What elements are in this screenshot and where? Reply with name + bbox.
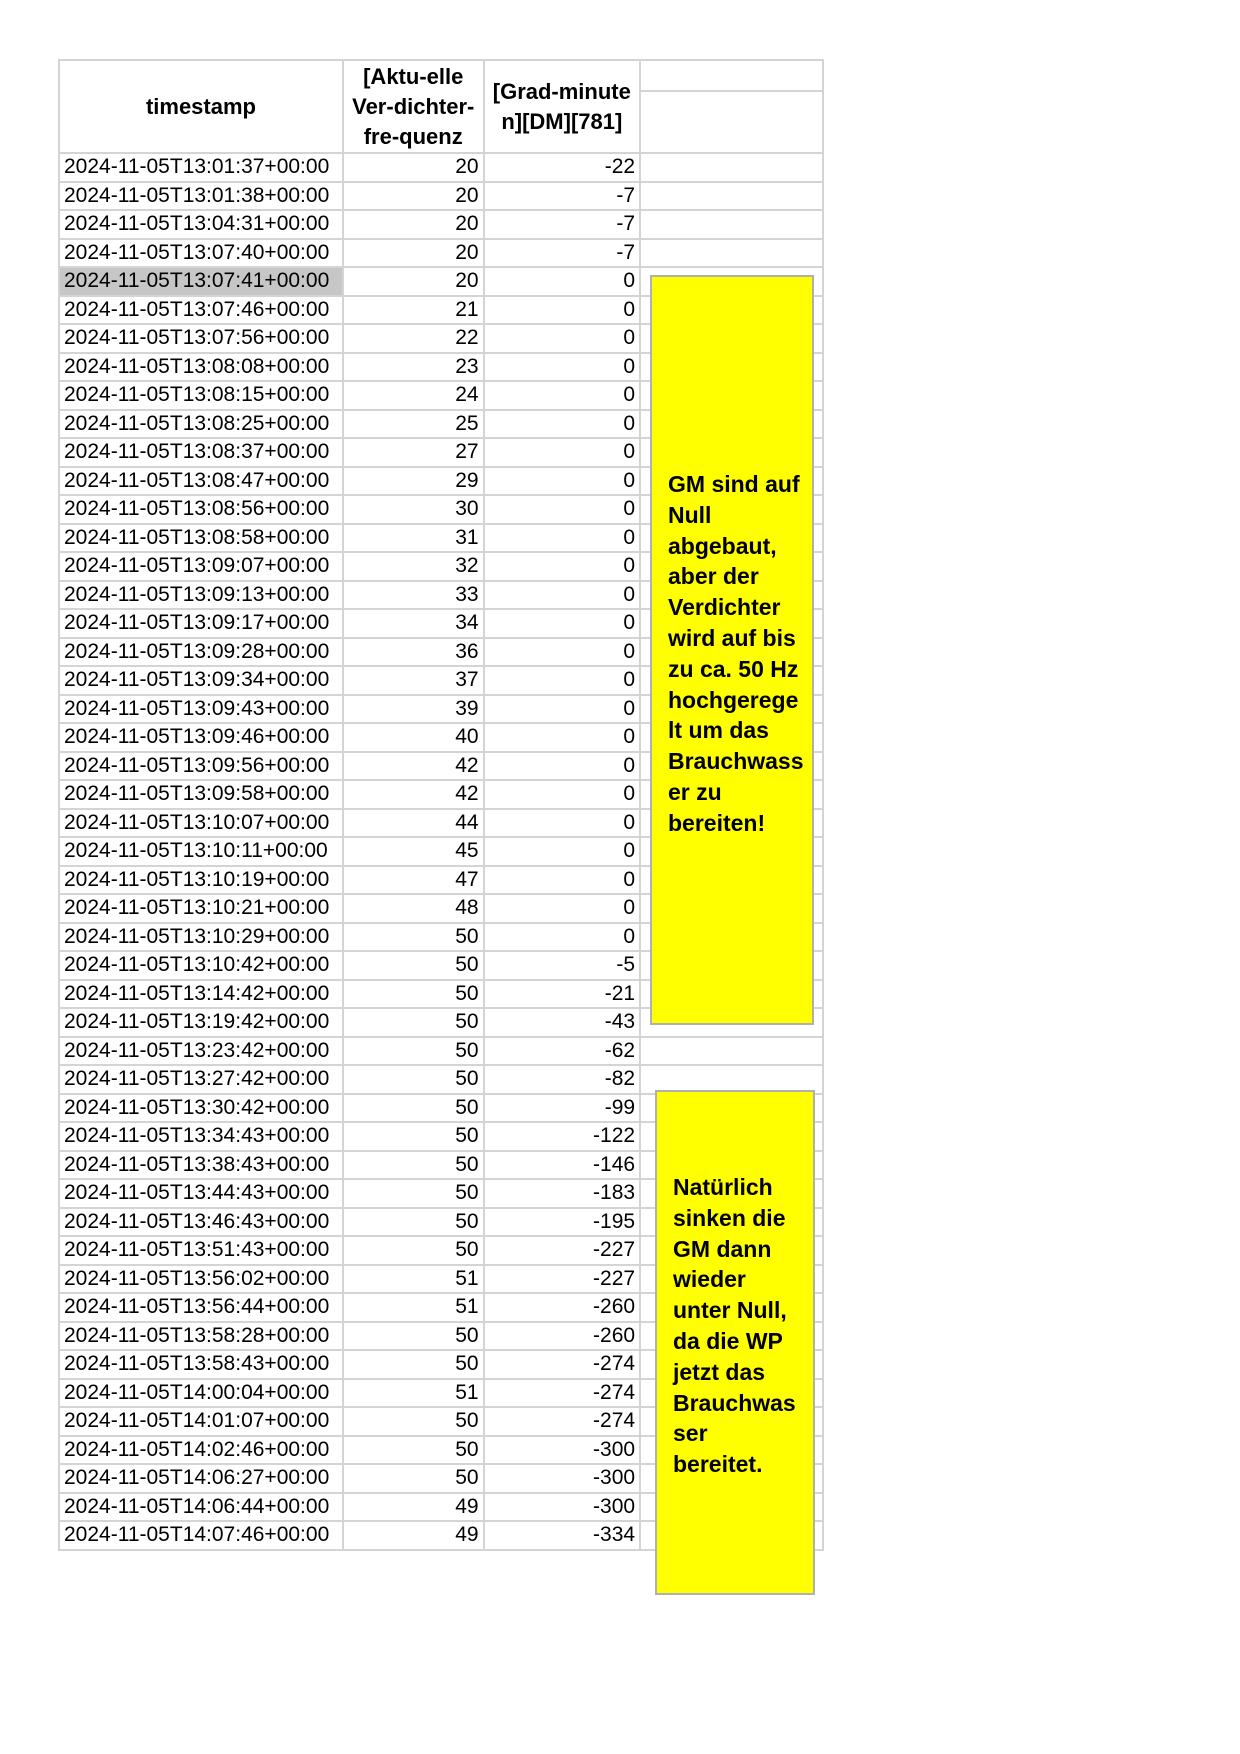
grad-minuten-cell[interactable]: -21 [484, 980, 641, 1009]
grad-minuten-cell[interactable]: -227 [484, 1236, 641, 1265]
grad-minuten-cell[interactable]: 0 [484, 438, 641, 467]
timestamp-cell[interactable]: 2024-11-05T13:34:43+00:00 [59, 1122, 343, 1151]
timestamp-cell[interactable]: 2024-11-05T13:10:21+00:00 [59, 894, 343, 923]
frequency-cell[interactable]: 50 [343, 1436, 484, 1465]
grad-minuten-cell[interactable]: 0 [484, 752, 641, 781]
frequency-cell[interactable]: 50 [343, 1464, 484, 1493]
grad-minuten-cell[interactable]: -195 [484, 1208, 641, 1237]
grad-minuten-cell[interactable]: 0 [484, 267, 641, 296]
frequency-cell[interactable]: 42 [343, 752, 484, 781]
timestamp-cell[interactable]: 2024-11-05T13:56:44+00:00 [59, 1293, 343, 1322]
grad-minuten-cell[interactable]: -274 [484, 1350, 641, 1379]
timestamp-cell[interactable]: 2024-11-05T13:08:08+00:00 [59, 353, 343, 382]
timestamp-cell[interactable]: 2024-11-05T14:00:04+00:00 [59, 1379, 343, 1408]
timestamp-cell[interactable]: 2024-11-05T13:14:42+00:00 [59, 980, 343, 1009]
frequency-cell[interactable]: 36 [343, 638, 484, 667]
grad-minuten-cell[interactable]: -183 [484, 1179, 641, 1208]
frequency-cell[interactable]: 50 [343, 1065, 484, 1094]
frequency-cell[interactable]: 23 [343, 353, 484, 382]
timestamp-cell[interactable]: 2024-11-05T13:10:19+00:00 [59, 866, 343, 895]
grad-minuten-cell[interactable]: -260 [484, 1293, 641, 1322]
frequency-cell[interactable]: 20 [343, 153, 484, 182]
empty-cell[interactable] [640, 182, 823, 211]
timestamp-cell[interactable]: 2024-11-05T13:10:11+00:00 [59, 837, 343, 866]
frequency-cell[interactable]: 20 [343, 239, 484, 268]
timestamp-cell[interactable]: 2024-11-05T13:27:42+00:00 [59, 1065, 343, 1094]
grad-minuten-cell[interactable]: 0 [484, 581, 641, 610]
frequency-cell[interactable]: 27 [343, 438, 484, 467]
grad-minuten-cell[interactable]: -7 [484, 210, 641, 239]
empty-cell[interactable] [640, 153, 823, 182]
timestamp-cell[interactable]: 2024-11-05T14:06:27+00:00 [59, 1464, 343, 1493]
frequency-cell[interactable]: 51 [343, 1379, 484, 1408]
timestamp-cell[interactable]: 2024-11-05T13:08:58+00:00 [59, 524, 343, 553]
frequency-cell[interactable]: 22 [343, 324, 484, 353]
timestamp-cell[interactable]: 2024-11-05T13:09:07+00:00 [59, 552, 343, 581]
table-row [59, 153, 823, 182]
timestamp-cell[interactable]: 2024-11-05T13:58:43+00:00 [59, 1350, 343, 1379]
frequency-cell[interactable]: 49 [343, 1493, 484, 1522]
timestamp-cell[interactable]: 2024-11-05T14:01:07+00:00 [59, 1407, 343, 1436]
timestamp-cell[interactable]: 2024-11-05T13:09:58+00:00 [59, 780, 343, 809]
frequency-cell[interactable]: 50 [343, 923, 484, 952]
frequency-cell[interactable]: 34 [343, 609, 484, 638]
timestamp-cell[interactable]: 2024-11-05T13:46:43+00:00 [59, 1208, 343, 1237]
grad-minuten-cell[interactable]: 0 [484, 638, 641, 667]
frequency-cell[interactable]: 20 [343, 210, 484, 239]
grad-minuten-cell[interactable]: -300 [484, 1493, 641, 1522]
grad-minuten-cell[interactable]: -334 [484, 1521, 641, 1550]
grad-minuten-cell[interactable]: -82 [484, 1065, 641, 1094]
grad-minuten-cell[interactable]: 0 [484, 723, 641, 752]
grad-minuten-cell[interactable]: -122 [484, 1122, 641, 1151]
timestamp-cell[interactable]: 2024-11-05T13:38:43+00:00 [59, 1151, 343, 1180]
grad-minuten-cell[interactable]: -274 [484, 1407, 641, 1436]
frequency-cell[interactable]: 30 [343, 495, 484, 524]
timestamp-cell[interactable]: 2024-11-05T13:01:37+00:00 [59, 153, 343, 182]
grad-minuten-cell[interactable]: -5 [484, 951, 641, 980]
grad-minuten-cell[interactable]: 0 [484, 837, 641, 866]
frequency-cell[interactable]: 40 [343, 723, 484, 752]
note-box-negative-gm[interactable]: Natürlich sinken die GM dann wieder unter Null, da die WP jetzt das Brauchwas ser bereitet. [655, 1090, 815, 1595]
timestamp-cell[interactable]: 2024-11-05T13:07:40+00:00 [59, 239, 343, 268]
frequency-cell[interactable]: 29 [343, 467, 484, 496]
frequency-cell[interactable]: 50 [343, 1407, 484, 1436]
timestamp-cell[interactable]: 2024-11-05T13:08:47+00:00 [59, 467, 343, 496]
grad-minuten-cell[interactable]: 0 [484, 552, 641, 581]
empty-header-cell[interactable] [640, 60, 823, 91]
frequency-cell[interactable]: 50 [343, 1151, 484, 1180]
grad-minuten-cell[interactable]: -274 [484, 1379, 641, 1408]
frequency-cell[interactable]: 21 [343, 296, 484, 325]
empty-cell[interactable] [640, 239, 823, 268]
frequency-cell[interactable]: 20 [343, 267, 484, 296]
frequency-cell[interactable]: 42 [343, 780, 484, 809]
grad-minuten-cell[interactable]: 0 [484, 894, 641, 923]
grad-minuten-cell[interactable]: 0 [484, 923, 641, 952]
timestamp-cell[interactable]: 2024-11-05T13:23:42+00:00 [59, 1037, 343, 1066]
table-row [59, 210, 823, 239]
frequency-cell[interactable]: 45 [343, 837, 484, 866]
frequency-cell[interactable]: 51 [343, 1293, 484, 1322]
frequency-cell[interactable]: 39 [343, 695, 484, 724]
timestamp-cell[interactable]: 2024-11-05T13:10:29+00:00 [59, 923, 343, 952]
frequency-cell[interactable]: 50 [343, 1236, 484, 1265]
header-timestamp[interactable]: timestamp [59, 60, 343, 153]
header-row [59, 60, 823, 91]
grad-minuten-cell[interactable]: -300 [484, 1464, 641, 1493]
frequency-cell[interactable]: 24 [343, 381, 484, 410]
timestamp-cell[interactable]: 2024-11-05T13:01:38+00:00 [59, 182, 343, 211]
timestamp-cell[interactable]: 2024-11-05T13:09:43+00:00 [59, 695, 343, 724]
grad-minuten-cell[interactable]: 0 [484, 809, 641, 838]
grad-minuten-cell[interactable]: -43 [484, 1008, 641, 1037]
grad-minuten-cell[interactable]: -7 [484, 239, 641, 268]
table-row [59, 1037, 823, 1066]
grad-minuten-cell[interactable]: -7 [484, 182, 641, 211]
frequency-cell[interactable]: 20 [343, 182, 484, 211]
timestamp-cell[interactable]: 2024-11-05T13:09:34+00:00 [59, 666, 343, 695]
grad-minuten-cell[interactable]: 0 [484, 353, 641, 382]
frequency-cell[interactable]: 50 [343, 1322, 484, 1351]
frequency-cell[interactable]: 47 [343, 866, 484, 895]
timestamp-cell[interactable]: 2024-11-05T14:06:44+00:00 [59, 1493, 343, 1522]
timestamp-cell[interactable]: 2024-11-05T14:02:46+00:00 [59, 1436, 343, 1465]
timestamp-cell[interactable]: 2024-11-05T13:08:25+00:00 [59, 410, 343, 439]
frequency-cell[interactable]: 25 [343, 410, 484, 439]
timestamp-cell[interactable]: 2024-11-05T13:07:56+00:00 [59, 324, 343, 353]
frequency-cell[interactable]: 50 [343, 1037, 484, 1066]
timestamp-cell[interactable]: 2024-11-05T13:10:42+00:00 [59, 951, 343, 980]
timestamp-cell[interactable]: 2024-11-05T13:09:46+00:00 [59, 723, 343, 752]
frequency-cell[interactable]: 31 [343, 524, 484, 553]
timestamp-cell[interactable]: 2024-11-05T13:58:28+00:00 [59, 1322, 343, 1351]
note-box-zero-gm[interactable]: GM sind auf Null abgebaut, aber der Verdichter wird auf bis zu ca. 50 Hz hochgerege lt um das Brauchwass er zu bereiten! [650, 275, 814, 1025]
frequency-cell[interactable]: 33 [343, 581, 484, 610]
timestamp-cell[interactable]: 2024-11-05T13:19:42+00:00 [59, 1008, 343, 1037]
timestamp-cell[interactable]: 2024-11-05T13:08:15+00:00 [59, 381, 343, 410]
frequency-cell[interactable]: 50 [343, 1008, 484, 1037]
timestamp-cell[interactable]: 2024-11-05T13:04:31+00:00 [59, 210, 343, 239]
timestamp-cell[interactable]: 2024-11-05T13:09:17+00:00 [59, 609, 343, 638]
table-row [59, 182, 823, 211]
frequency-cell[interactable]: 50 [343, 980, 484, 1009]
frequency-cell[interactable]: 32 [343, 552, 484, 581]
grad-minuten-cell[interactable]: 0 [484, 296, 641, 325]
timestamp-cell[interactable]: 2024-11-05T13:44:43+00:00 [59, 1179, 343, 1208]
grad-minuten-cell[interactable]: 0 [484, 695, 641, 724]
grad-minuten-cell[interactable]: -227 [484, 1265, 641, 1294]
frequency-cell[interactable]: 50 [343, 1179, 484, 1208]
grad-minuten-cell[interactable]: 0 [484, 609, 641, 638]
timestamp-cell[interactable]: 2024-11-05T13:08:56+00:00 [59, 495, 343, 524]
grad-minuten-cell[interactable]: 0 [484, 467, 641, 496]
empty-header-cell[interactable] [640, 91, 823, 153]
timestamp-cell[interactable]: 2024-11-05T13:09:28+00:00 [59, 638, 343, 667]
timestamp-cell[interactable]: 2024-11-05T13:10:07+00:00 [59, 809, 343, 838]
grad-minuten-cell[interactable]: -300 [484, 1436, 641, 1465]
frequency-cell[interactable]: 50 [343, 1350, 484, 1379]
timestamp-cell[interactable]: 2024-11-05T13:51:43+00:00 [59, 1236, 343, 1265]
frequency-cell[interactable]: 50 [343, 1208, 484, 1237]
timestamp-cell[interactable]: 2024-11-05T14:07:46+00:00 [59, 1521, 343, 1550]
grad-minuten-cell[interactable]: -99 [484, 1094, 641, 1123]
timestamp-cell[interactable]: 2024-11-05T13:09:13+00:00 [59, 581, 343, 610]
grad-minuten-cell[interactable]: 0 [484, 495, 641, 524]
timestamp-cell[interactable]: 2024-11-05T13:08:37+00:00 [59, 438, 343, 467]
grad-minuten-cell[interactable]: 0 [484, 780, 641, 809]
frequency-cell[interactable]: 49 [343, 1521, 484, 1550]
frequency-cell[interactable]: 51 [343, 1265, 484, 1294]
grad-minuten-cell[interactable]: 0 [484, 866, 641, 895]
empty-cell[interactable] [640, 210, 823, 239]
frequency-cell[interactable]: 48 [343, 894, 484, 923]
timestamp-cell[interactable]: 2024-11-05T13:56:02+00:00 [59, 1265, 343, 1294]
timestamp-cell[interactable]: 2024-11-05T13:07:46+00:00 [59, 296, 343, 325]
frequency-cell[interactable]: 37 [343, 666, 484, 695]
timestamp-cell[interactable]: 2024-11-05T13:30:42+00:00 [59, 1094, 343, 1123]
grad-minuten-cell[interactable]: 0 [484, 666, 641, 695]
grad-minuten-cell[interactable]: -260 [484, 1322, 641, 1351]
frequency-cell[interactable]: 44 [343, 809, 484, 838]
grad-minuten-cell[interactable]: 0 [484, 524, 641, 553]
frequency-cell[interactable]: 50 [343, 1094, 484, 1123]
grad-minuten-cell[interactable]: -22 [484, 153, 641, 182]
timestamp-cell[interactable]: 2024-11-05T13:09:56+00:00 [59, 752, 343, 781]
empty-cell[interactable] [640, 1037, 823, 1066]
frequency-cell[interactable]: 50 [343, 951, 484, 980]
table-row [59, 239, 823, 268]
grad-minuten-cell[interactable]: -62 [484, 1037, 641, 1066]
header-grad-minuten[interactable]: [Grad-minute n][DM][781] [484, 60, 641, 153]
grad-minuten-cell[interactable]: 0 [484, 324, 641, 353]
grad-minuten-cell[interactable]: -146 [484, 1151, 641, 1180]
header-frequency[interactable]: [Aktu-elle Ver-dichter-fre-quenz [343, 60, 484, 153]
frequency-cell[interactable]: 50 [343, 1122, 484, 1151]
grad-minuten-cell[interactable]: 0 [484, 381, 641, 410]
timestamp-cell[interactable]: 2024-11-05T13:07:41+00:00 [59, 267, 343, 296]
grad-minuten-cell[interactable]: 0 [484, 410, 641, 439]
